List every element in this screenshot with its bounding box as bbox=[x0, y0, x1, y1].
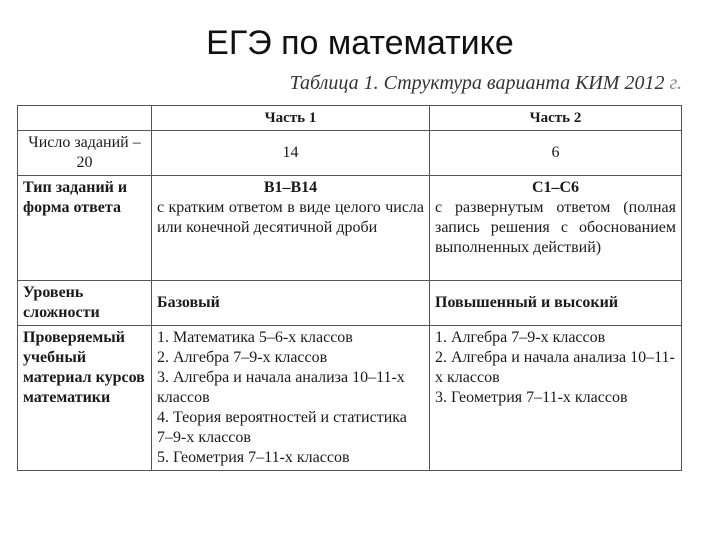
list-item: 3. Геометрия 7–11-х классов bbox=[435, 389, 628, 406]
table-header-row bbox=[18, 106, 682, 131]
exam-structure-table bbox=[17, 105, 682, 471]
table-caption bbox=[290, 72, 682, 95]
type-part1-text: с кратким ответом в виде целого числа или конечной десятичной дроби bbox=[157, 199, 424, 236]
caption-tail: г. bbox=[669, 72, 682, 94]
list-item: 1. Алгебра 7–9-х классов bbox=[435, 329, 606, 346]
slide-title: ЕГЭ по математике bbox=[206, 24, 514, 62]
type-row bbox=[18, 176, 682, 281]
material-part2-list bbox=[435, 328, 676, 408]
type-part1-code: В1–В14 bbox=[263, 179, 318, 196]
list-item: 2. Алгебра и начала анализа 10–11-х классов bbox=[435, 349, 675, 386]
type-part2-cell bbox=[430, 176, 682, 281]
header-empty-cell bbox=[18, 106, 152, 131]
level-part2: Повышенный и высокий bbox=[430, 281, 682, 326]
material-row bbox=[18, 326, 682, 471]
list-item: 5. Геометрия 7–11-х классов bbox=[157, 449, 350, 466]
count-row bbox=[18, 131, 682, 176]
material-label: Проверяемый учебный материал курсов математики bbox=[18, 326, 152, 471]
list-item: 4. Теория вероятностей и статистика 7–9-х классов bbox=[157, 409, 407, 446]
count-part1: 14 bbox=[152, 131, 430, 176]
material-part1-list bbox=[157, 328, 424, 468]
list-item: 2. Алгебра 7–9-х классов bbox=[157, 349, 328, 366]
header-part1: Часть 1 bbox=[152, 106, 430, 131]
material-part1-cell bbox=[152, 326, 430, 471]
level-label: Уровень сложности bbox=[18, 281, 152, 326]
count-part2: 6 bbox=[430, 131, 682, 176]
type-part2-text: с развернутым ответом (полная запись решения с обоснованием выполненных действий) bbox=[435, 199, 676, 256]
level-part1: Базовый bbox=[152, 281, 430, 326]
caption-main: Таблица 1. Структура варианта КИМ 2012 bbox=[289, 72, 670, 94]
type-part1-cell bbox=[152, 176, 430, 281]
material-part2-cell bbox=[430, 326, 682, 471]
count-label: Число заданий – 20 bbox=[18, 131, 152, 176]
list-item: 1. Математика 5–6-х классов bbox=[157, 329, 353, 346]
level-row bbox=[18, 281, 682, 326]
type-part2-code: С1–С6 bbox=[531, 179, 580, 196]
list-item: 3. Алгебра и начала анализа 10–11-х классов bbox=[157, 369, 405, 406]
header-part2: Часть 2 bbox=[430, 106, 682, 131]
type-label: Тип заданий и форма ответа bbox=[18, 176, 152, 281]
